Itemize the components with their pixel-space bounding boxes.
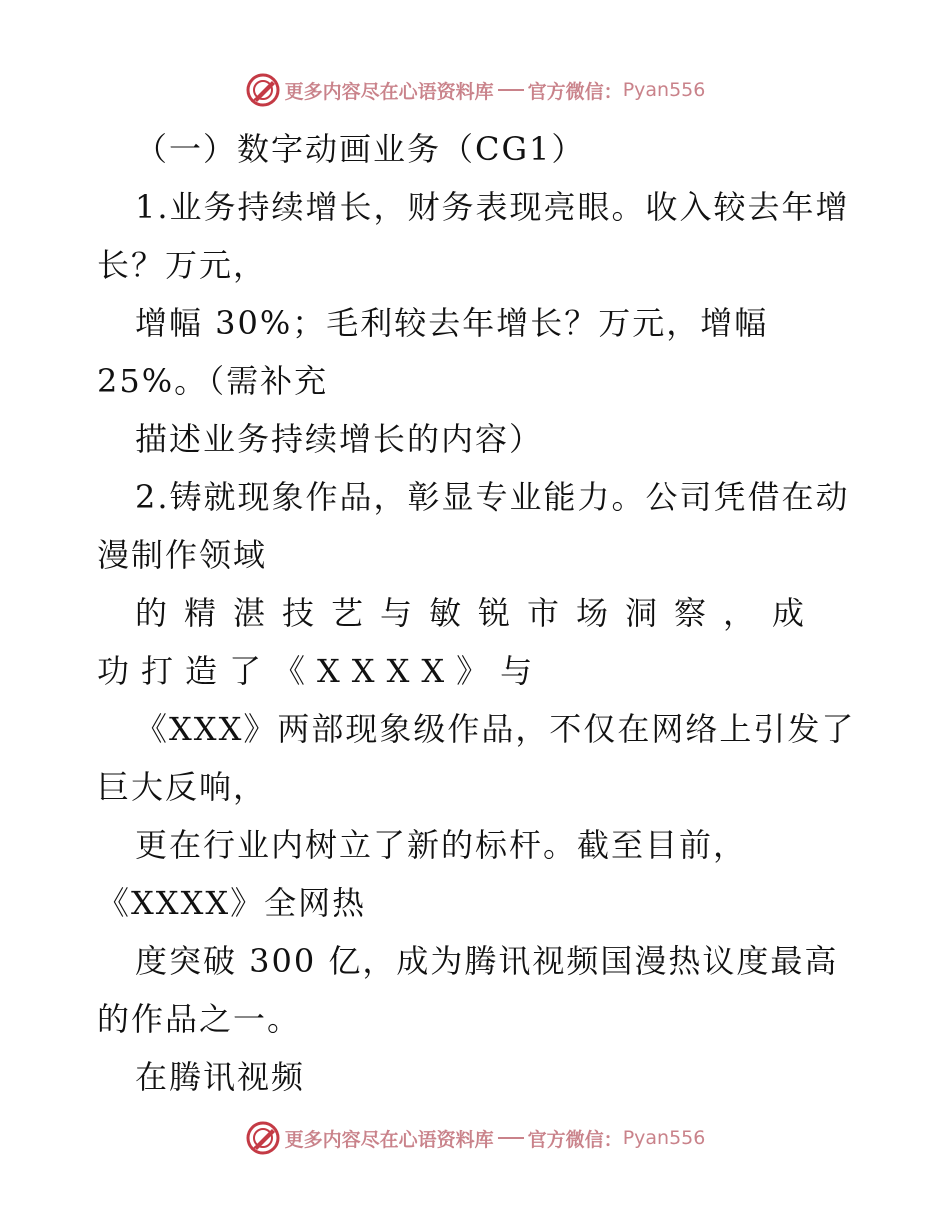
section-heading: （一）数字动画业务（CG1） xyxy=(135,130,586,168)
paragraph-line: 增幅 30%；毛利较去年增长？万元，增幅 xyxy=(135,304,769,342)
paragraph-line: 25%。（需补充 xyxy=(97,362,329,400)
brand-logo-icon xyxy=(245,1120,281,1156)
paragraph-line: 《XXXX》全网热 xyxy=(97,884,367,922)
paragraph-line: 巨大反响， xyxy=(97,768,268,806)
paragraph-line: 《XXX》两部现象级作品，不仅在网络上引发了 xyxy=(135,710,856,748)
paragraph-line: 更在行业内树立了新的标杆。截至目前， xyxy=(135,826,748,864)
watermark-wechat-id: Pyan556 xyxy=(622,1127,706,1149)
watermark-separator xyxy=(498,1137,524,1139)
paragraph-line: 漫制作领域 xyxy=(97,536,268,574)
watermark-label: 官方微信： xyxy=(527,80,623,103)
paragraph-line: 的精湛技艺与敏锐市场洞察，成 xyxy=(135,594,822,632)
watermark-banner-top xyxy=(0,70,950,110)
paragraph-line: 功打造了《XXXX》与 xyxy=(97,652,545,690)
paragraph-line: 1.业务持续增长，财务表现亮眼。收入较去年增 xyxy=(135,188,850,226)
watermark-banner-bottom xyxy=(0,1118,950,1158)
watermark-separator xyxy=(498,89,524,91)
watermark-wechat-id: Pyan556 xyxy=(622,79,706,101)
brand-logo-icon xyxy=(245,72,281,108)
document-body xyxy=(97,120,857,1106)
watermark-text: 更多内容尽在心语资料库 xyxy=(284,1128,494,1151)
paragraph-line: 2.铸就现象作品，彰显专业能力。公司凭借在动 xyxy=(135,478,850,516)
paragraph-line: 长？万元， xyxy=(97,246,268,284)
watermark-label: 官方微信： xyxy=(527,1128,623,1151)
watermark-text: 更多内容尽在心语资料库 xyxy=(284,80,494,103)
paragraph-line: 描述业务持续增长的内容） xyxy=(135,420,544,458)
paragraph-line: 在腾讯视频 xyxy=(135,1058,306,1096)
paragraph-line: 度突破 300 亿，成为腾讯视频国漫热议度最高 xyxy=(135,942,839,980)
paragraph-line: 的作品之一。 xyxy=(97,1000,302,1038)
